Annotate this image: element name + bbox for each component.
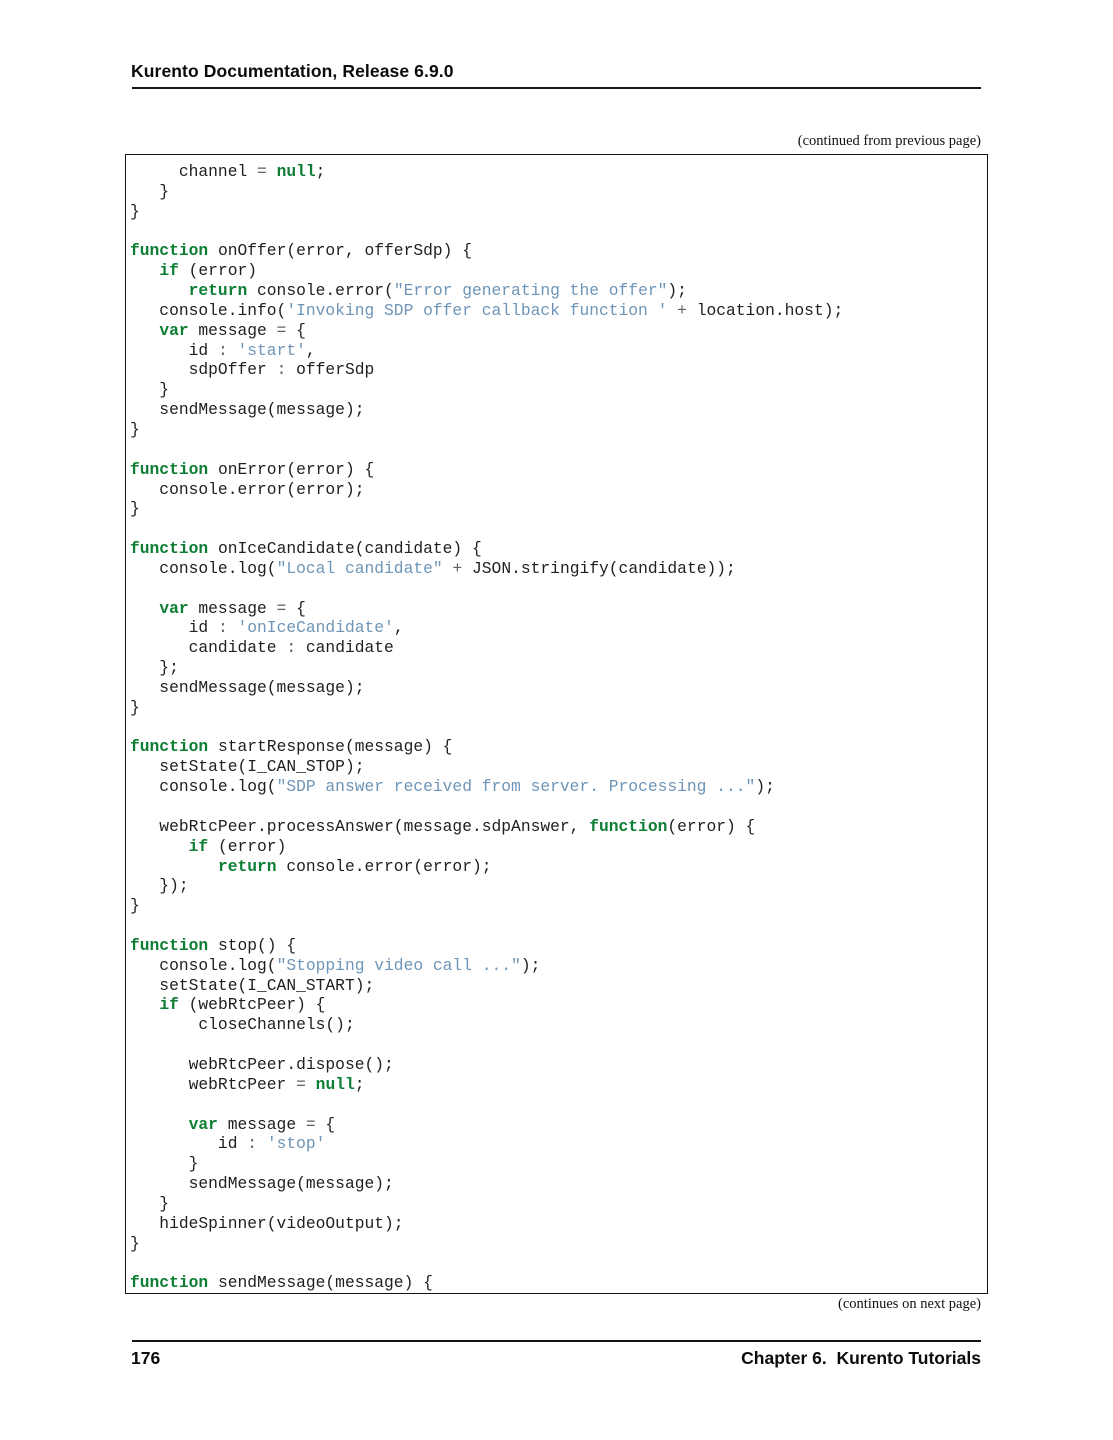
- code-line: setState(I_CAN_STOP);: [130, 757, 365, 777]
- page-header-title: Kurento Documentation, Release 6.9.0: [131, 61, 454, 81]
- code-line: id : 'onIceCandidate',: [130, 618, 404, 638]
- code-line: function onOffer(error, offerSdp) {: [130, 241, 472, 261]
- code-line: sendMessage(message);: [130, 677, 365, 697]
- code-line: channel = null;: [130, 162, 326, 181]
- continued-from-previous-page-note: (continued from previous page): [797, 133, 981, 149]
- code-line: }: [130, 1154, 199, 1174]
- continues-on-next-page-note: (continues on next page): [838, 1296, 981, 1312]
- code-line: console.log("Stopping video call ...");: [130, 955, 541, 975]
- code-line: [130, 222, 987, 242]
- footer-chapter-title: Chapter 6. Kurento Tutorials: [741, 1348, 981, 1368]
- code-line: [130, 1253, 987, 1273]
- code-line: hideSpinner(videoOutput);: [130, 1213, 404, 1233]
- code-line: }: [130, 380, 170, 400]
- code-line: [130, 797, 987, 817]
- code-line: }: [130, 1233, 140, 1253]
- code-line: }: [130, 181, 170, 201]
- code-line: }: [130, 419, 140, 439]
- code-line: console.log("SDP answer received from server. Processing ...");: [130, 777, 775, 797]
- footer-page-number: 176: [131, 1348, 161, 1368]
- code-line: webRtcPeer.dispose();: [130, 1054, 394, 1074]
- code-line: function sendMessage(message) {: [130, 1273, 433, 1293]
- code-line: var message = {: [159, 320, 306, 340]
- code-line: closeChannels();: [130, 1015, 355, 1035]
- code-line: sdpOffer : offerSdp: [130, 360, 375, 380]
- code-line: [130, 579, 987, 599]
- code-line: [130, 519, 987, 539]
- code-line: [130, 916, 987, 936]
- code-line: setState(I_CAN_START);: [130, 975, 375, 995]
- code-line: [130, 440, 987, 460]
- code-block: [125, 154, 988, 1294]
- code-line: sendMessage(message);: [130, 1174, 394, 1194]
- code-line: var message = {: [159, 598, 306, 618]
- code-line: id : 'start',: [130, 340, 316, 360]
- code-line: return console.error("Error generating the offer");: [188, 281, 687, 301]
- code-line: if (webRtcPeer) {: [159, 995, 326, 1015]
- code-line: console.info('Invoking SDP offer callback function ' + location.host);: [130, 300, 844, 320]
- code-line: function onError(error) {: [130, 459, 375, 479]
- code-line: console.error(error);: [130, 479, 365, 499]
- header-rule: [132, 87, 981, 89]
- code-line: function stop() {: [130, 935, 297, 955]
- code-line: }: [130, 697, 140, 717]
- code-line: var message = {: [188, 1114, 336, 1134]
- code-line: };: [130, 658, 179, 678]
- code-line: function startResponse(message) {: [130, 737, 453, 757]
- code-line: function onIceCandidate(candidate) {: [130, 539, 482, 559]
- code-line: }: [130, 499, 140, 519]
- code-line: });: [130, 876, 189, 896]
- code-line: candidate : candidate: [130, 638, 394, 658]
- code-line: [130, 1035, 987, 1055]
- code-line: return console.error(error);: [217, 856, 492, 876]
- code-line: webRtcPeer = null;: [130, 1074, 365, 1094]
- code-line: }: [130, 1193, 170, 1213]
- code-line: console.log("Local candidate" + JSON.stringify(candidate));: [130, 558, 736, 578]
- code-line: [130, 718, 987, 738]
- code-line: [130, 1095, 987, 1115]
- footer-rule: [132, 1340, 981, 1342]
- code-line: if (error): [159, 261, 258, 281]
- code-line: if (error): [188, 836, 287, 856]
- code-line: webRtcPeer.processAnswer(message.sdpAnswer, function(error) {: [130, 816, 756, 836]
- code-line: }: [130, 201, 140, 221]
- code-line: }: [130, 896, 140, 916]
- code-line: sendMessage(message);: [130, 400, 365, 420]
- code-line: id : 'stop': [130, 1134, 326, 1154]
